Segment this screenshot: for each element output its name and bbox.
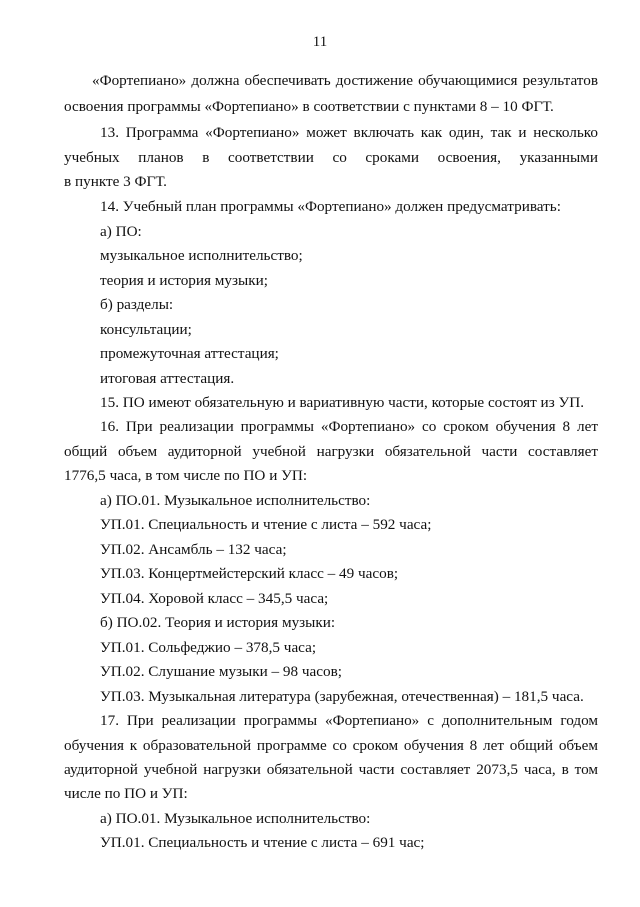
text-line: УП.01. Специальность и чтение с листа – 691 час; xyxy=(100,834,425,851)
text-line: аудиторной учебной нагрузки обязательной части составляет 2073,5 часа, в том xyxy=(64,761,598,778)
text-line: итоговая аттестация. xyxy=(100,370,235,387)
text-line: освоения программы «Фортепиано» в соответствии с пунктами 8 – 10 ФГТ. xyxy=(64,98,554,115)
text-line: а) ПО: xyxy=(100,223,142,240)
text-line: 13. Программа «Фортепиано» может включать как один, так и несколько xyxy=(100,124,598,141)
text-line: УП.01. Сольфеджио – 378,5 часа; xyxy=(100,639,317,656)
text-line: учебных планов в соответствии со сроками освоения, указанными xyxy=(64,149,598,166)
text-line: УП.01. Специальность и чтение с листа – 592 часа; xyxy=(100,516,432,533)
text-line: консультации; xyxy=(100,321,192,338)
text-line: а) ПО.01. Музыкальное исполнительство: xyxy=(100,492,371,509)
text-line: 1776,5 часа, в том числе по ПО и УП: xyxy=(64,467,308,484)
text-line: теория и история музыки; xyxy=(100,272,268,289)
text-line: УП.02. Ансамбль – 132 часа; xyxy=(100,541,287,558)
text-line: б) ПО.02. Теория и история музыки: xyxy=(100,614,336,631)
text-line: музыкальное исполнительство; xyxy=(100,247,303,264)
text-line: УП.03. Музыкальная литература (зарубежная, отечественная) – 181,5 часа. xyxy=(100,688,584,705)
text-line: б) разделы: xyxy=(100,296,174,313)
page-number: 11 xyxy=(312,34,328,50)
text-line: УП.03. Концертмейстерский класс – 49 часов; xyxy=(100,565,399,582)
text-line: промежуточная аттестация; xyxy=(100,345,279,362)
text-line: 14. Учебный план программы «Фортепиано» должен предусматривать: xyxy=(100,198,561,215)
text-line: в пункте 3 ФГТ. xyxy=(64,173,167,190)
text-line: 17. При реализации программы «Фортепиано» с дополнительным годом xyxy=(100,712,598,729)
text-line: 15. ПО имеют обязательную и вариативную части, которые состоят из УП. xyxy=(100,394,585,411)
text-line: числе по ПО и УП: xyxy=(64,785,188,802)
text-line: «Фортепиано» должна обеспечивать достижение обучающимися результатов xyxy=(92,72,598,89)
text-line: 16. При реализации программы «Фортепиано» со сроком обучения 8 лет xyxy=(100,418,598,435)
text-line: УП.04. Хоровой класс – 345,5 часа; xyxy=(100,590,329,607)
text-line: обучения к образовательной программе со сроком обучения 8 лет общий объем xyxy=(64,737,598,754)
text-line: а) ПО.01. Музыкальное исполнительство: xyxy=(100,810,371,827)
text-line: общий объем аудиторной учебной нагрузки обязательной части составляет xyxy=(64,443,598,460)
text-line: УП.02. Слушание музыки – 98 часов; xyxy=(100,663,343,680)
